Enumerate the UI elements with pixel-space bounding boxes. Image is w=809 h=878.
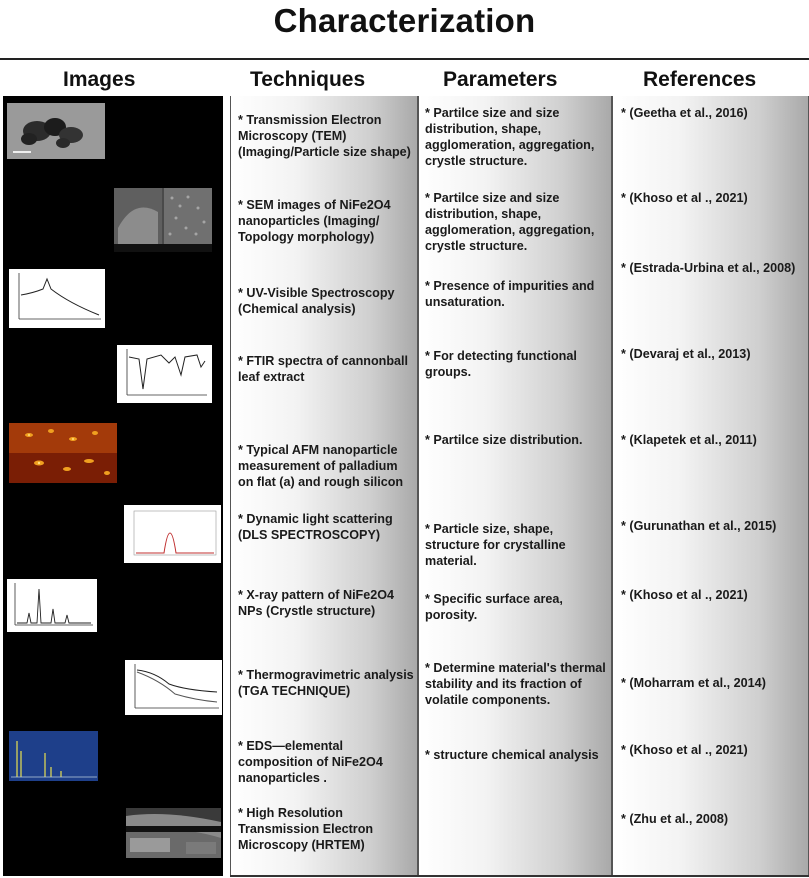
table-row-technique: * High Resolution Transmission Electron Microscopy (HRTEM)	[238, 806, 374, 852]
xrd-pattern	[7, 579, 97, 632]
table-row-parameters: * Partilce size and size distribution, shape, agglomeration, aggregation, crystle structure.	[425, 106, 595, 168]
table-row-reference: * (Khoso et al ., 2021)	[621, 191, 748, 205]
table-row-reference: * (Geetha et al., 2016)	[621, 106, 748, 120]
table-row-technique: * SEM images of NiFe2O4 nanoparticles (Imaging/ Topology morphology)	[238, 198, 391, 244]
table-row-technique: * Thermogravimetric analysis (TGA TECHNIQUE)	[238, 668, 414, 698]
table-row-parameters: * Particle size, shape, structure for crystalline material.	[425, 522, 566, 568]
header-parameters: Parameters	[443, 68, 558, 91]
tga-curve	[125, 660, 222, 715]
title-rule	[0, 58, 809, 60]
table-row-reference: * (Devaraj et al., 2013)	[621, 347, 751, 361]
table-row-parameters: * Partilce size and size distribution, shape, agglomeration, aggregation, crystle structure.	[425, 191, 595, 253]
table-row-parameters: * For detecting functional groups.	[425, 349, 577, 379]
header-references: References	[643, 68, 757, 91]
table-row-parameters: * Partilce size distribution.	[425, 433, 583, 447]
uv-vis-spectrum	[9, 269, 105, 328]
table-row-reference: * (Moharram et al., 2014)	[621, 676, 766, 690]
header-techniques: Techniques	[250, 68, 366, 91]
table-row-technique: * FTIR spectra of cannonball leaf extract	[238, 354, 409, 384]
table-row-reference: * (Zhu et al., 2008)	[621, 812, 729, 826]
table-row-parameters: * Determine material's thermal stability and its fraction of volatile components.	[425, 661, 606, 707]
hrtem-micrograph	[126, 808, 221, 858]
eds-spectrum	[9, 731, 98, 781]
table-bottom-rule	[230, 875, 809, 877]
dls-plot	[124, 505, 221, 563]
table-row-technique: * Dynamic light scattering (DLS SPECTROSCOPY)	[238, 512, 393, 542]
table-row-technique: * Typical AFM nanoparticle measurement of palladium on flat (a) and rough silicon	[238, 443, 404, 489]
table-row-reference: * (Khoso et al ., 2021)	[621, 743, 748, 757]
table-row-parameters: * Specific surface area, porosity.	[425, 592, 563, 622]
table-row-parameters: * Presence of impurities and unsaturation.	[425, 279, 595, 309]
table-row-technique: * Transmission Electron Microscopy (TEM) (Imaging/Particle size shape)	[238, 113, 411, 159]
table-row-reference: * (Klapetek et al., 2011)	[621, 433, 757, 447]
references-column	[612, 96, 809, 876]
table-row-technique: * EDS—elemental composition of NiFe2O4 nanoparticles .	[238, 739, 383, 785]
table-row-technique: * X-ray pattern of NiFe2O4 NPs (Crystle structure)	[238, 588, 395, 618]
table-row-reference: * (Khoso et al ., 2021)	[621, 588, 748, 602]
table-row-parameters: * structure chemical analysis	[425, 748, 599, 762]
header-images: Images	[63, 68, 136, 91]
sem-micrograph	[114, 188, 212, 252]
afm-map	[9, 423, 117, 483]
tem-micrograph	[7, 103, 105, 159]
page-title: Characterization	[273, 2, 536, 39]
table-row-reference: * (Estrada-Urbina et al., 2008)	[621, 261, 796, 275]
table-row-reference: * (Gurunathan et al., 2015)	[621, 519, 777, 533]
ftir-spectrum	[117, 345, 212, 403]
table-row-technique: * UV-Visible Spectroscopy (Chemical analysis)	[238, 286, 395, 316]
